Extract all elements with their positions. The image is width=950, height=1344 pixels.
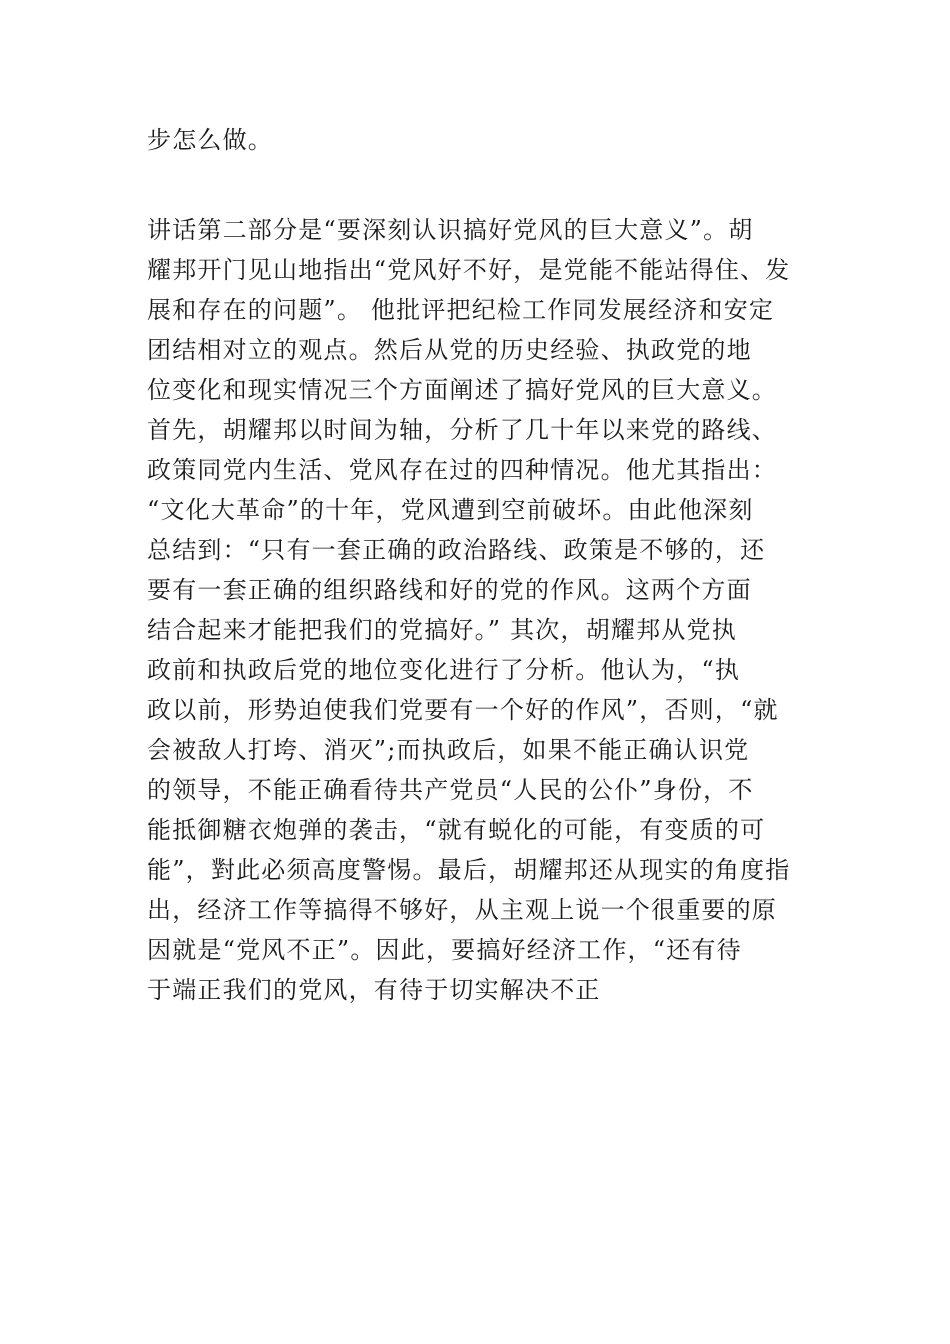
text-line-20: 因就是“党风不正”。因此，要搞好经济工作，“还有待 [147, 936, 742, 964]
text-line-16: 的领导，不能正确看待共产党员“人民的公仆”身份，不 [147, 776, 754, 804]
text-line-2: 讲话第二部分是“要深刻认识搞好党风的巨大意义”。胡 [147, 216, 754, 244]
text-line-11: 要有一套正确的组织路线和好的党的作风。这两个方面 [147, 576, 752, 604]
text-line-9: “文化大革命”的十年，党风遭到空前破坏。由此他深刻 [147, 496, 754, 524]
text-line-15: 会被敌人打垮、消灭”;而执政后，如果不能正确认识党 [147, 736, 750, 764]
text-line-6: 位变化和现实情况三个方面阐述了搞好党风的巨大意义。 [147, 376, 777, 404]
text-line-1: 步怎么做。 [147, 126, 273, 154]
text-line-5: 团结相对立的观点。然后从党的历史经验、执政党的地 [147, 336, 752, 364]
text-line-12: 结合起来才能把我们的党搞好。” 其次，胡耀邦从党执 [147, 616, 737, 644]
text-line-3: 耀邦开门见山地指出“党风好不好，是党能不能站得住、发 [147, 256, 791, 284]
text-line-4: 展和存在的问题”。 他批评把纪检工作同发展经济和安定 [147, 296, 775, 324]
text-line-10: 总结到：“只有一套正确的政治路线、政策是不够的，还 [147, 536, 766, 564]
text-line-21: 于端正我们的党风，有待于切实解决不正 [147, 976, 601, 1004]
text-line-19: 出，经济工作等搞得不够好，从主观上说一个很重要的原 [147, 896, 777, 924]
text-line-18: 能”，對此必须高度警惕。最后，胡耀邦还从现实的角度指 [147, 856, 791, 884]
text-line-7: 首先，胡耀邦以时间为轴，分析了几十年以来党的路线、 [147, 416, 777, 444]
text-line-13: 政前和执政后党的地位变化进行了分析。他认为，“执 [147, 656, 741, 684]
text-line-17: 能抵御糖衣炮弹的袭击，“就有蜕化的可能，有变质的可 [147, 816, 766, 844]
text-line-8: 政策同党内生活、党风存在过的四种情况。他尤其指出： [147, 456, 777, 484]
text-line-14: 政以前，形势迫使我们党要有一个好的作风”，否则，“就 [147, 696, 779, 724]
